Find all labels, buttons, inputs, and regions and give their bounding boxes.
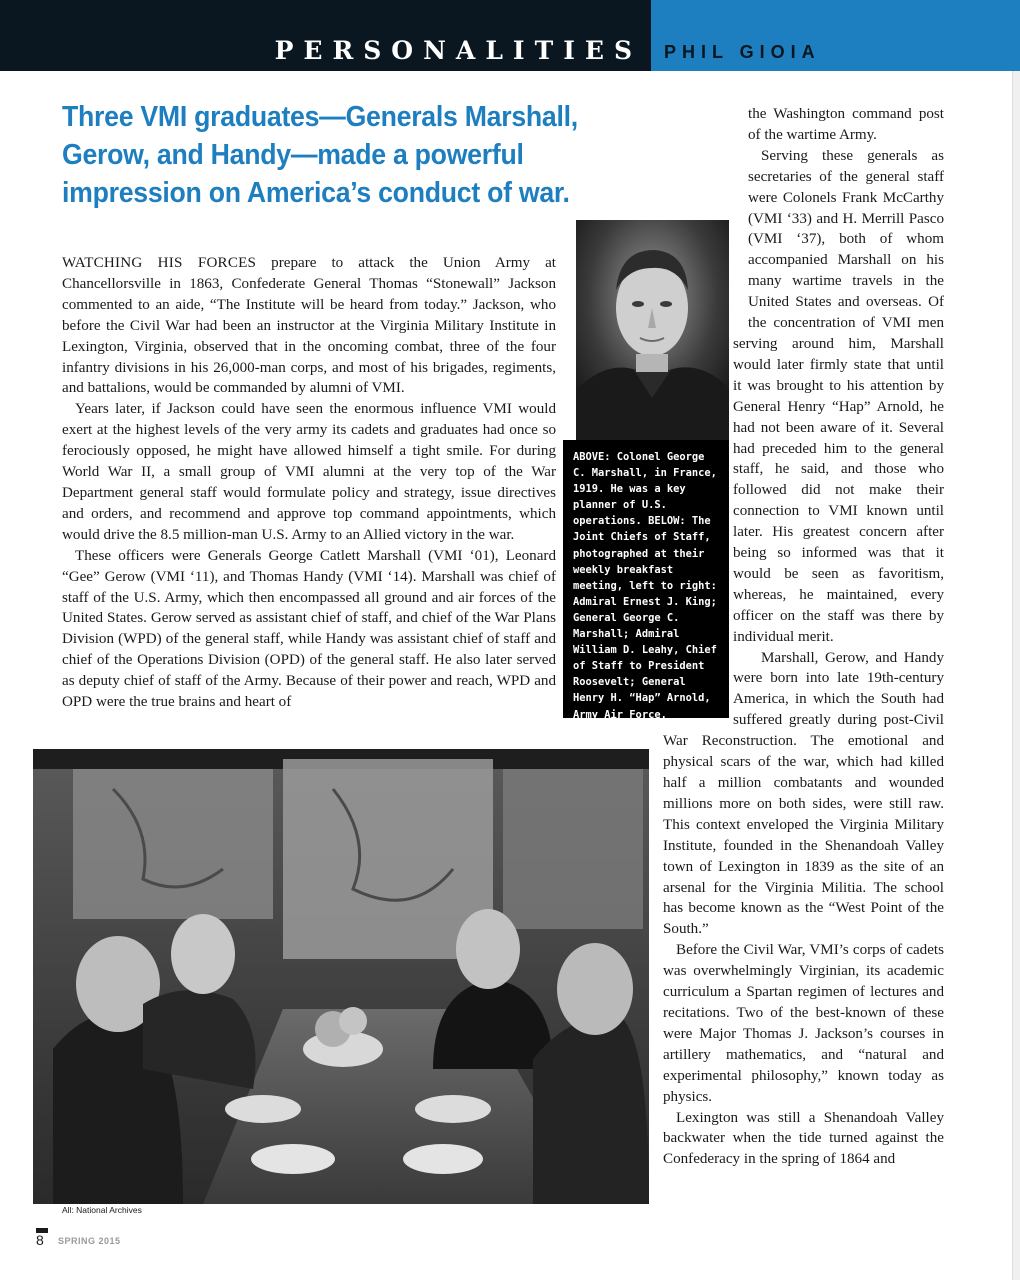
body-paragraph: Serving these generals as secretaries of the general staff were Colonels Frank McCarthy (VMI ‘33) and H. Merrill Pasco (VMI ‘37), both of whom accompanied Marshall on his many wartime travels in the United States and overseas. Of the concentration of VMI men serving around him, Marshall would later firmly state that until it was brought to his attention by General Henry “Hap” Arnold, he had not been aware of it. Several had preceded him to the general staff, he said, and those who followed did not make their connection to VMI known until later. His greatest concern after being so informed was that it would be seen as favoritism, whereas, he maintained, every officer on the staff was there by individual merit. — [733, 147, 944, 645]
marshall-portrait-photo — [576, 220, 729, 440]
author-byline: PHIL GIOIA — [664, 42, 821, 62]
photo-credit: All: National Archives — [62, 1205, 142, 1215]
body-paragraph: Before the Civil War, VMI’s corps of cadets was overwhelmingly Virginian, its academic curriculum a Spartan regimen of lectures and recitations. Two of the best-known of these were Major Thomas J. Jackson’s courses in artillery mathematics, and “natural and experimental philosophy,” known today as physics. — [663, 942, 944, 1105]
lead-in: WATCHING HIS FORCES — [62, 255, 257, 271]
body-paragraph: Years later, if Jackson could have seen the enormous influence VMI would exert at the highest levels of the very army its cadets and graduates had once so ferociously opposed, he might have allowed himself a tight smile. For during World War II, a small group of VMI alumni at the very top of the War Department general staff would formulate policy and strategy, issue directives and orders, and recommend and approve top command appointments, which would drive the 8.5 million-man U.S. Army to an Allied victory in the war. — [62, 401, 556, 543]
page-number: 8 — [36, 1232, 44, 1248]
body-paragraph: These officers were Generals George Catlett Marshall (VMI ‘01), Leonard “Gee” Gerow (VMI ‘11), and Thomas Handy (VMI ‘14). Marshall was chief of staff of the U.S. Army, which then encompassed all ground and air forces of the United States. Gerow served as assistant chief of staff, and chief of the War Plans Division (WPD) of the general staff, while Handy was assistant chief of staff and chief of the Operations Division (OPD) of the general staff. He also later served as deputy chief of staff of the Army. Because of their power and reach, WPD and OPD were the true brains and heart of — [62, 547, 556, 711]
body-paragraph: the Washington command post of the wartime Army. — [748, 106, 944, 143]
joint-chiefs-photo — [33, 749, 649, 1204]
body-paragraph: Lexington was still a Shenandoah Valley backwater when the tide turned against the Confederacy in the spring of 1864 and — [663, 1109, 944, 1168]
section-title: PERSONALITIES — [274, 36, 642, 65]
paragraph-text: prepare to attack the Union Army at Chancellorsville in 1863, Confederate General Thomas “Stonewall” Jackson commented to an aide, “The Institute will be heard from today.” Jackson, who before the Civil War had been an instructor at the Virginia Military Institute in Lexington, Virginia, observed that in the oncoming combat, three of the four infantry divisions in his 26,000-man corps, and most of his brigades, regiments, and battalions, would be commanded by alumni of VMI. — [62, 255, 556, 397]
page-edge-rule — [1012, 71, 1020, 1280]
body-paragraph: Marshall, Gerow, and Handy were born into late 19th-century America, in which the South had suffered greatly during post-Civil War Reconstruction. The emotional and physical scars of the war, which had killed half a million combatants and wounded millions more on both sides, were still raw. This context enveloped the Virginia Military Institute, founded in the Shenandoah Valley town of Lexington in 1839 as the site of an arsenal for the Virginia Militia. The school has become known as the “West Point of the South.” — [663, 649, 944, 938]
portrait-illustration — [576, 220, 729, 440]
body-paragraph — [62, 253, 556, 399]
photo-caption: ABOVE: Colonel George C. Marshall, in France, 1919. He was a key planner of U.S. operations. BELOW: The Joint Chiefs of Staff, photographed at their weekly breakfast meeting, left to right: Admiral Ernest J. King; General George C. Marshall; Admiral William D. Leahy, Chief of Staff to President Roosevelt; General Henry H. “Hap” Arnold, Army Air Force. — [573, 451, 717, 721]
article-deck: Three VMI graduates—Generals Marshall, Gerow, and Handy—made a powerful impression on America’s conduct of war. — [62, 101, 578, 209]
body-column-left — [62, 253, 556, 713]
joint-chiefs-illustration — [33, 749, 649, 1204]
issue-label: SPRING 2015 — [58, 1236, 121, 1246]
